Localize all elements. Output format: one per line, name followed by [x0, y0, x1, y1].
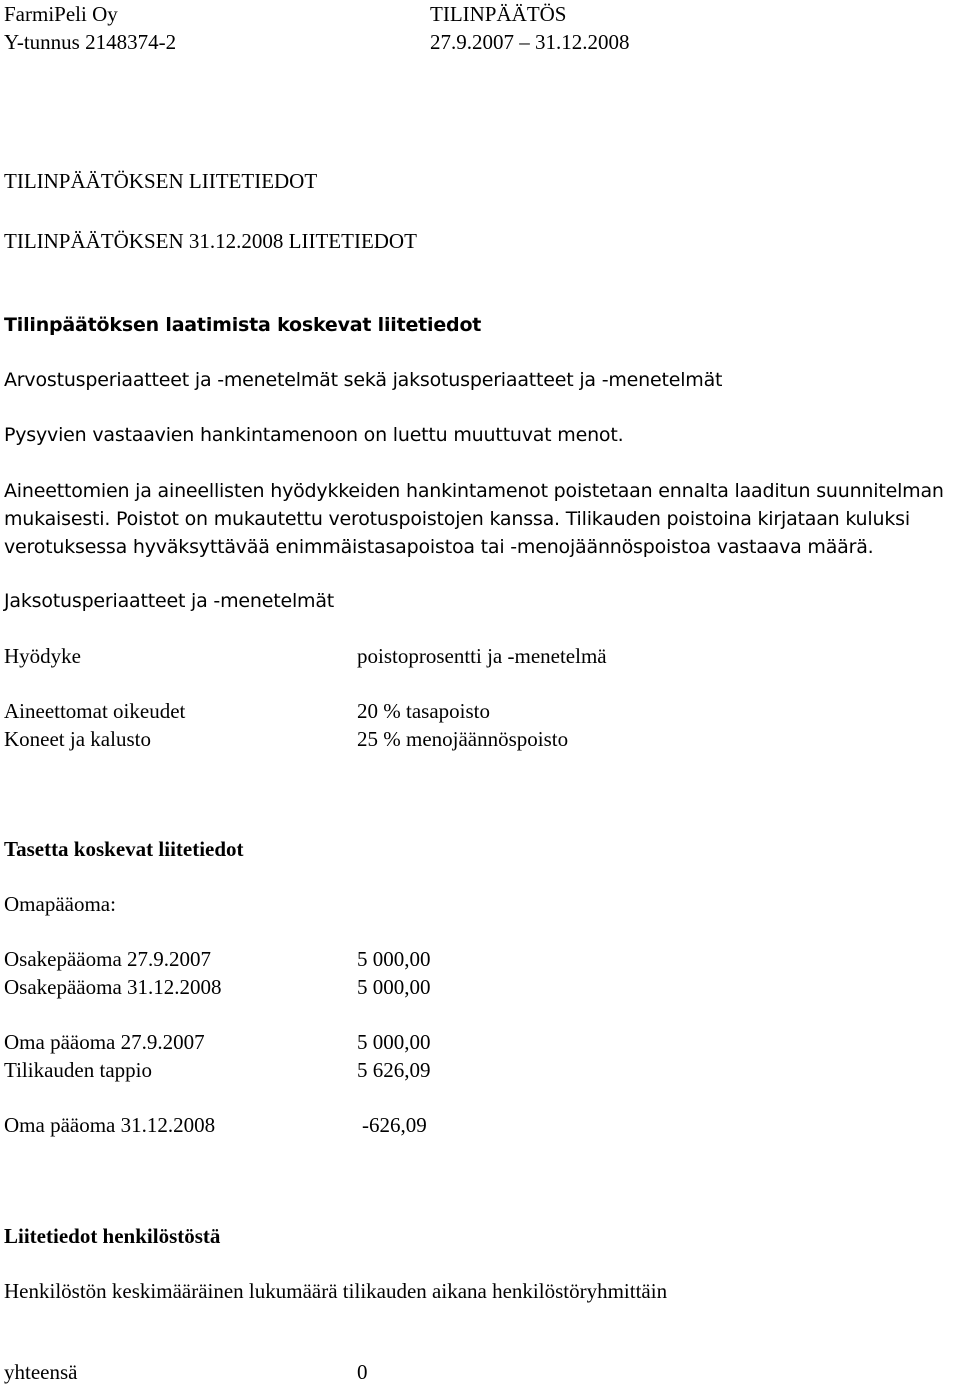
staff-total-value: 0 — [357, 1360, 368, 1384]
document-period: 27.9.2007 – 31.12.2008 — [430, 30, 630, 54]
equity-row-value: 5 626,09 — [357, 1058, 431, 1082]
share-capital-label: Osakepääoma 31.12.2008 — [4, 975, 222, 999]
main-title: TILINPÄÄTÖKSEN LIITETIEDOT — [4, 169, 318, 193]
principles-text: Arvostusperiaatteet ja -menetelmät sekä jaksotusperiaatteet ja -menetelmät — [4, 369, 723, 391]
share-capital-value: 5 000,00 — [357, 975, 431, 999]
equity-row-value: 5 000,00 — [357, 1030, 431, 1054]
company-name: FarmiPeli Oy — [4, 2, 118, 26]
equity-end-value: -626,09 — [362, 1113, 427, 1137]
staff-description: Henkilöstön keskimääräinen lukumäärä tilikauden aikana henkilöstöryhmittäin — [4, 1279, 668, 1303]
depreciation-line: verotuksessa hyväksyttävää enimmäistasapoistoa tai -menojäännöspoistoa vastaava määrä. — [4, 536, 874, 558]
col-method-header: poistoprosentti ja -menetelmä — [357, 644, 607, 668]
equity-row-label: Tilikauden tappio — [4, 1058, 152, 1082]
depreciation-paragraph — [4, 477, 960, 561]
document-title: TILINPÄÄTÖS — [430, 2, 567, 26]
asset-name: Aineettomat oikeudet — [4, 699, 186, 723]
equity-row-label: Oma pääoma 27.9.2007 — [4, 1030, 205, 1054]
staff-total-label: yhteensä — [4, 1360, 78, 1384]
business-id: Y-tunnus 2148374-2 — [4, 30, 177, 54]
staff-heading: Liitetiedot henkilöstöstä — [4, 1224, 221, 1248]
depreciation-line: Aineettomien ja aineellisten hyödykkeiden hankintamenot poistetaan ennalta laaditun suunnitelman — [4, 480, 944, 502]
accrual-heading: Jaksotusperiaatteet ja -menetelmät — [4, 590, 335, 612]
sub-title: TILINPÄÄTÖKSEN 31.12.2008 LIITETIEDOT — [4, 229, 417, 253]
fixed-assets-text: Pysyvien vastaavien hankintamenoon on luettu muuttuvat menot. — [4, 424, 624, 446]
balance-heading: Tasetta koskevat liitetiedot — [4, 837, 244, 861]
equity-label: Omapääoma: — [4, 892, 116, 916]
share-capital-label: Osakepääoma 27.9.2007 — [4, 947, 212, 971]
share-capital-value: 5 000,00 — [357, 947, 431, 971]
asset-method: 20 % tasapoisto — [357, 699, 490, 723]
col-asset-header: Hyödyke — [4, 644, 81, 668]
asset-method: 25 % menojäännöspoisto — [357, 727, 569, 751]
prep-heading: Tilinpäätöksen laatimista koskevat liitetiedot — [4, 314, 482, 336]
depreciation-line: mukaisesti. Poistot on mukautettu verotuspoistojen kanssa. Tilikauden poistoina kirjataan kuluksi — [4, 508, 910, 530]
equity-end-label: Oma pääoma 31.12.2008 — [4, 1113, 216, 1137]
asset-name: Koneet ja kalusto — [4, 727, 151, 751]
